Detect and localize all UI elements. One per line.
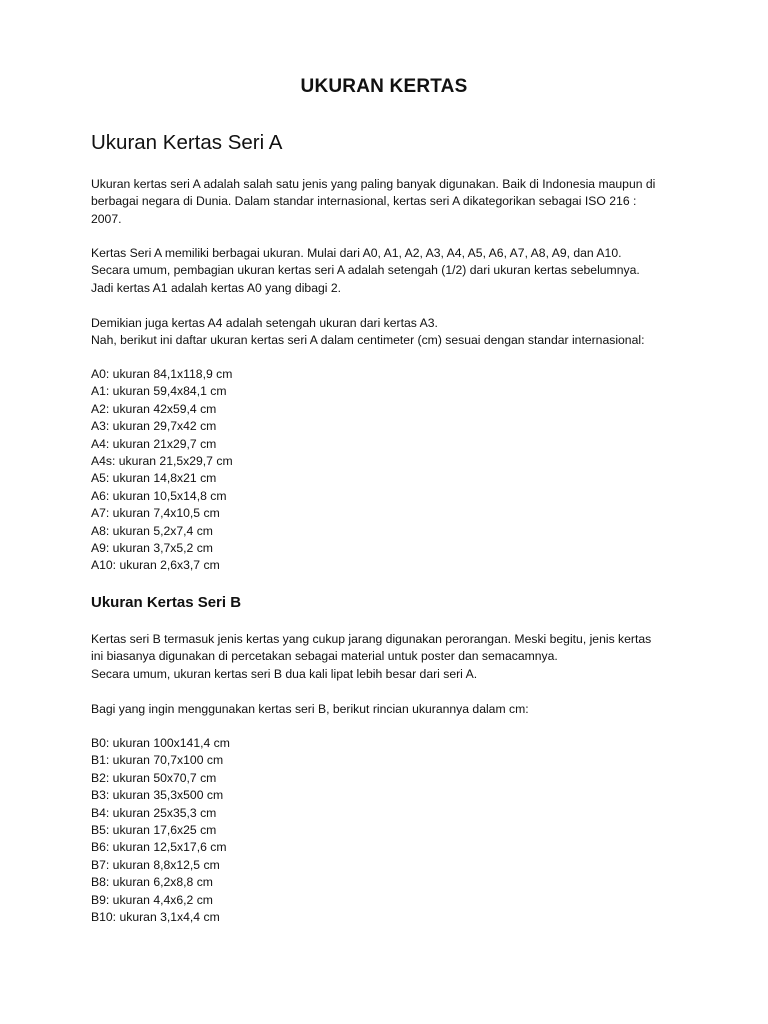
size-a-item: A1: ukuran 59,4x84,1 cm: [91, 384, 227, 399]
section-a-paragraph-2: [91, 245, 691, 297]
size-b-item: B8: ukuran 6,2x8,8 cm: [91, 875, 213, 890]
text-line: Kertas seri B termasuk jenis kertas yang cukup jarang digunakan perorangan. Meski begitu, jenis kertas: [91, 632, 652, 646]
section-a-paragraph-3: [91, 315, 691, 350]
size-a-item: A4: ukuran 21x29,7 cm: [91, 436, 217, 451]
text-line: Demikian juga kertas A4 adalah setengah ukuran dari kertas A3.: [91, 316, 438, 330]
size-a-item: A7: ukuran 7,4x10,5 cm: [91, 506, 220, 521]
section-b-paragraph-2: [91, 701, 691, 718]
size-b-item: B7: ukuran 8,8x12,5 cm: [91, 857, 220, 872]
size-b-item: B6: ukuran 12,5x17,6 cm: [91, 840, 227, 855]
size-b-item: B0: ukuran 100x141,4 cm: [91, 736, 230, 750]
text-line: Kertas Seri A memiliki berbagai ukuran. Mulai dari A0, A1, A2, A3, A4, A5, A6, A7, A8, A9, dan A10.: [91, 246, 622, 260]
text-line: Nah, berikut ini daftar ukuran kertas seri A dalam centimeter (cm) sesuai dengan standar internasional:: [91, 333, 645, 348]
size-a-item: A8: ukuran 5,2x7,4 cm: [91, 523, 213, 538]
size-b-item: B5: ukuran 17,6x25 cm: [91, 822, 217, 837]
text-line: 2007.: [91, 211, 122, 226]
size-a-item: A4s: ukuran 21,5x29,7 cm: [91, 453, 233, 468]
size-a-item: A10: ukuran 2,6x3,7 cm: [91, 558, 220, 573]
size-b-item: B10: ukuran 3,1x4,4 cm: [91, 909, 220, 924]
size-a-item: A5: ukuran 14,8x21 cm: [91, 471, 217, 486]
section-a-intro: [91, 176, 691, 228]
text-line: Bagi yang ingin menggunakan kertas seri B, berikut rincian ukurannya dalam cm:: [91, 702, 529, 716]
section-b-size-list: [91, 735, 691, 926]
size-b-item: B3: ukuran 35,3x500 cm: [91, 788, 224, 803]
size-b-item: B4: ukuran 25x35,3 cm: [91, 805, 217, 820]
size-b-item: B1: ukuran 70,7x100 cm: [91, 753, 224, 768]
text-line: Secara umum, pembagian ukuran kertas seri A adalah setengah (1/2) dari ukuran kertas sebelumnya.: [91, 263, 640, 278]
size-a-item: A2: ukuran 42x59,4 cm: [91, 401, 217, 416]
section-a-heading: Ukuran Kertas Seri A: [91, 131, 283, 154]
text-line: Jadi kertas A1 adalah kertas A0 yang dibagi 2.: [91, 280, 342, 295]
document-title: UKURAN KERTAS: [300, 76, 468, 97]
text-line: berbagai negara di Dunia. Dalam standar internasional, kertas seri A dikategorikan sebagai ISO 216 :: [91, 194, 637, 209]
size-a-item: A3: ukuran 29,7x42 cm: [91, 419, 217, 434]
section-b-heading: Ukuran Kertas Seri B: [91, 594, 242, 611]
text-line: ini biasanya digunakan di percetakan sebagai material untuk poster dan semacamnya.: [91, 649, 558, 664]
size-a-item: A6: ukuran 10,5x14,8 cm: [91, 488, 227, 503]
size-a-item: A0: ukuran 84,1x118,9 cm: [91, 367, 233, 381]
text-line: Ukuran kertas seri A adalah salah satu jenis yang paling banyak digunakan. Baik di Indonesia maupun di: [91, 177, 656, 191]
text-line: Secara umum, ukuran kertas seri B dua kali lipat lebih besar dari seri A.: [91, 666, 478, 681]
size-b-item: B9: ukuran 4,4x6,2 cm: [91, 892, 213, 907]
section-a-size-list: [91, 366, 691, 575]
size-b-item: B2: ukuran 50x70,7 cm: [91, 770, 217, 785]
section-b-intro: [91, 631, 691, 683]
size-a-item: A9: ukuran 3,7x5,2 cm: [91, 540, 213, 555]
